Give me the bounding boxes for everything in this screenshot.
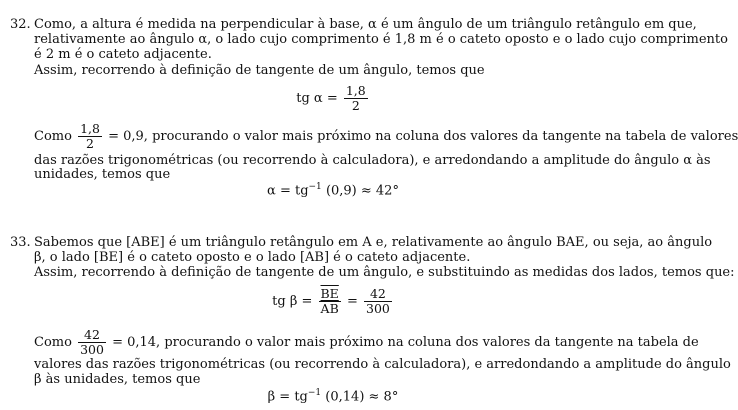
item-32-inline-denominator: 2 [86, 136, 94, 151]
item-33-inline-fraction [78, 328, 106, 357]
item-32-line-1: Como, a altura é medida na perpendicular à base, α é um ângulo de um triângulo retângulo em que, [34, 17, 697, 32]
item-32-equation-tangent [0, 84, 666, 113]
item-33-eq2-lhs: β = tg [267, 389, 308, 405]
item-32-line-6: das razões trigonométricas (ou recorrendo à calculadora), e arredondando a amplitude do ângulo α às [34, 153, 711, 168]
item-33-line-6: β às unidades, temos que [34, 372, 201, 387]
item-32-number: 32. [10, 17, 31, 32]
item-33-line-2: β, o lado [BE] é o cateto oposto e o lado [AB] é o cateto adjacente. [34, 250, 471, 265]
item-32-eq1-denominator: 2 [351, 98, 360, 113]
item-33-line-1: Sabemos que [ABE] é um triângulo retângulo em A e, relativamente ao ângulo BAE, ou seja, ao ângulo [34, 235, 713, 250]
item-33-eq2-rest: (0,14) ≈ 8° [325, 389, 399, 405]
item-32-line-3: é 2 m é o cateto adjacente. [34, 47, 212, 62]
item-32-eq1-lhs: tg α = [296, 91, 338, 106]
item-33-eq2-sup: −1 [307, 388, 322, 398]
item-33-inline-denominator: 300 [80, 342, 104, 357]
item-33-eq1-fraction-values [364, 287, 392, 316]
item-33-eq1-fraction-segments [319, 287, 341, 316]
item-33-line-4 [34, 328, 699, 357]
item-32-equation-result [0, 182, 666, 198]
item-33-line-5: valores das razões trigonométricas (ou recorrendo à calculadora), e arredondando a amplitude do ângulo [34, 357, 731, 372]
item-32-inline-fraction [78, 122, 102, 151]
item-32-eq2-sup: −1 [308, 182, 322, 192]
item-33-inline-numerator: 42 [78, 328, 106, 343]
item-33-number: 33. [10, 235, 31, 250]
item-33-line-4-rest: = 0,14, procurando o valor mais próximo na coluna dos valores da tangente na tabela de [112, 335, 699, 350]
item-33-line-3: Assim, recorrendo à definição de tangente de um ângulo, e substituindo as medidas dos lados, temos que: [34, 265, 735, 280]
item-33-eq1-numerator-42: 42 [364, 287, 392, 302]
item-33-equation-result [0, 388, 666, 404]
item-32-line-5-rest: = 0,9, procurando o valor mais próximo na coluna dos valores da tangente na tabela de valores [108, 129, 738, 144]
item-32-eq2-lhs: α = tg [267, 183, 309, 199]
item-33-eq1-denominator-300: 300 [366, 301, 390, 316]
item-32-eq1-fraction [344, 84, 368, 113]
item-33-eq1-denominator-ab: AB [320, 301, 339, 316]
item-33-eq1-numerator-be: $\overline{BE}$ [320, 286, 339, 301]
item-33-eq1-lhs: tg β = [272, 294, 313, 309]
item-32-inline-numerator: 1,8 [80, 121, 100, 136]
item-32-eq2-rest: (0,9) ≈ 42° [325, 183, 399, 199]
item-32-line-2: relativamente ao ângulo α, o lado cujo comprimento é 1,8 m é o cateto oposto e o lado cujo comprimento [34, 32, 728, 47]
item-32-line-5 [34, 122, 738, 151]
item-32-como: Como [34, 129, 72, 144]
item-32-line-7: unidades, temos que [34, 167, 171, 182]
item-33-equation-tangent [0, 287, 666, 316]
item-32-line-4: Assim, recorrendo à definição de tangente de um ângulo, temos que [34, 63, 485, 78]
item-33-como: Como [34, 335, 72, 350]
item-33-eq1-equals: = [346, 294, 358, 309]
item-32-eq1-numerator: 1,8 [345, 83, 366, 98]
